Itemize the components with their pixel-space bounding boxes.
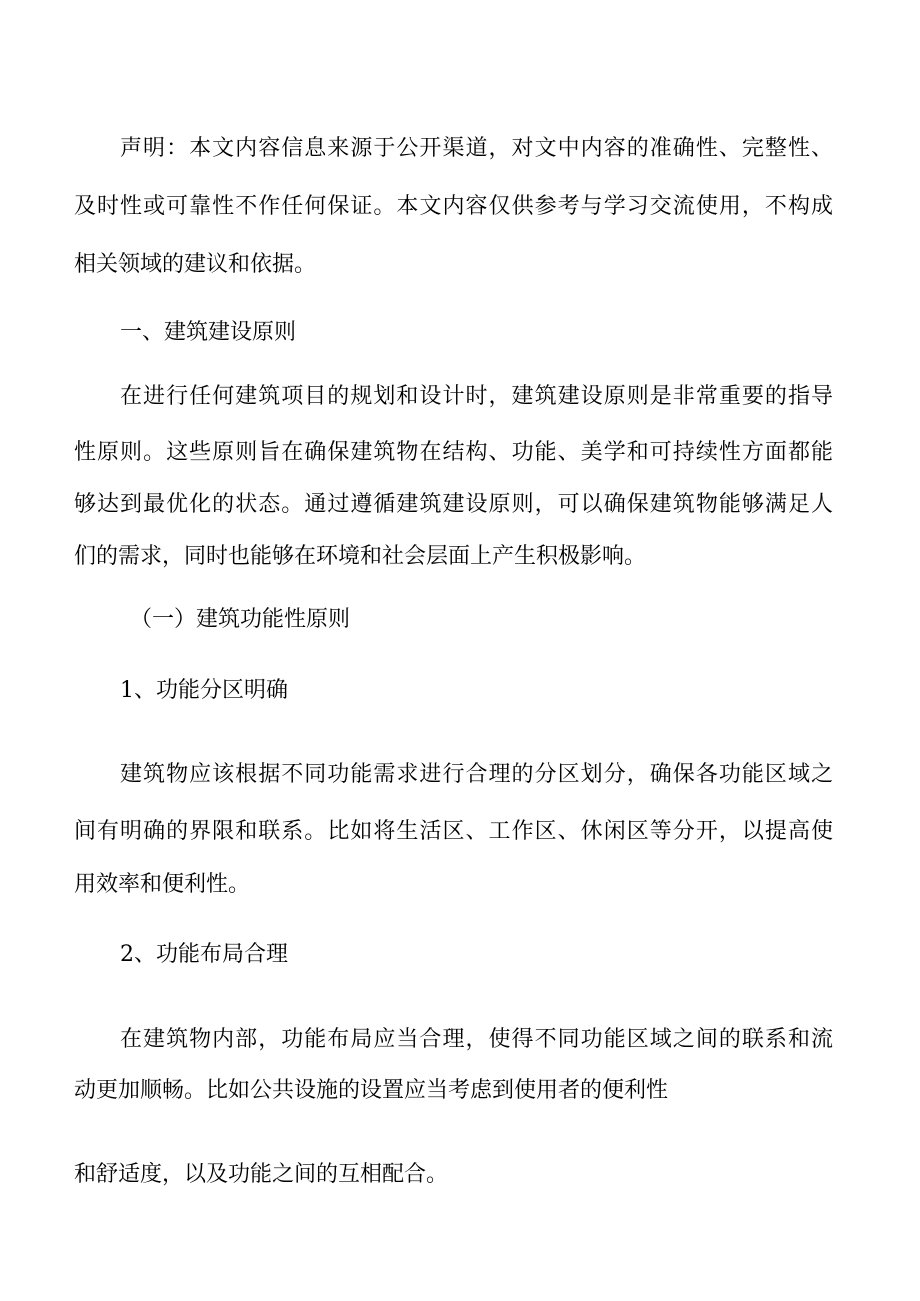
item-1-title: 1、功能分区明确 [120, 678, 288, 703]
item-2-line-1: 在建筑物内部，功能布局应当合理，使得不同功能区域之间的联系和流 [120, 1027, 833, 1052]
intro-line-1: 在进行任何建筑项目的规划和设计时，建筑建设原则是非常重要的指导 [120, 384, 833, 409]
item-1-line-2: 间有明确的界限和联系。比如将生活区、工作区、休闲区等分开，以提高使 [74, 819, 833, 844]
intro-line-3: 够达到最优化的状态。通过遵循建筑建设原则，可以确保建筑物能够满足人 [74, 492, 833, 517]
section-heading: 一、建筑建设原则 [120, 320, 297, 345]
intro-line-4: 们的需求，同时也能够在环境和社会层面上产生积极影响。 [74, 544, 647, 569]
item-2-line-2: 动更加顺畅。比如公共设施的设置应当考虑到使用者的便利性 [74, 1078, 669, 1103]
item-1-line-3: 用效率和便利性。 [74, 872, 251, 897]
item-1-line-1: 建筑物应该根据不同功能需求进行合理的分区划分，确保各功能区域之 [120, 762, 833, 787]
item-2-title: 2、功能布局合理 [120, 942, 288, 967]
item-2-line-3: 和舒适度，以及功能之间的互相配合。 [74, 1162, 449, 1187]
subsection-heading: （一）建筑功能性原则 [130, 607, 351, 632]
intro-line-2: 性原则。这些原则旨在确保建筑物在结构、功能、美学和可持续性方面都能 [74, 440, 833, 465]
disclaimer-line-3: 相关领域的建议和依据。 [74, 252, 317, 277]
disclaimer-line-2: 及时性或可靠性不作任何保证。本文内容仅供参考与学习交流使用，不构成 [74, 194, 833, 219]
disclaimer-line-1: 声明：本文内容信息来源于公开渠道，对文中内容的准确性、完整性、 [120, 136, 833, 161]
